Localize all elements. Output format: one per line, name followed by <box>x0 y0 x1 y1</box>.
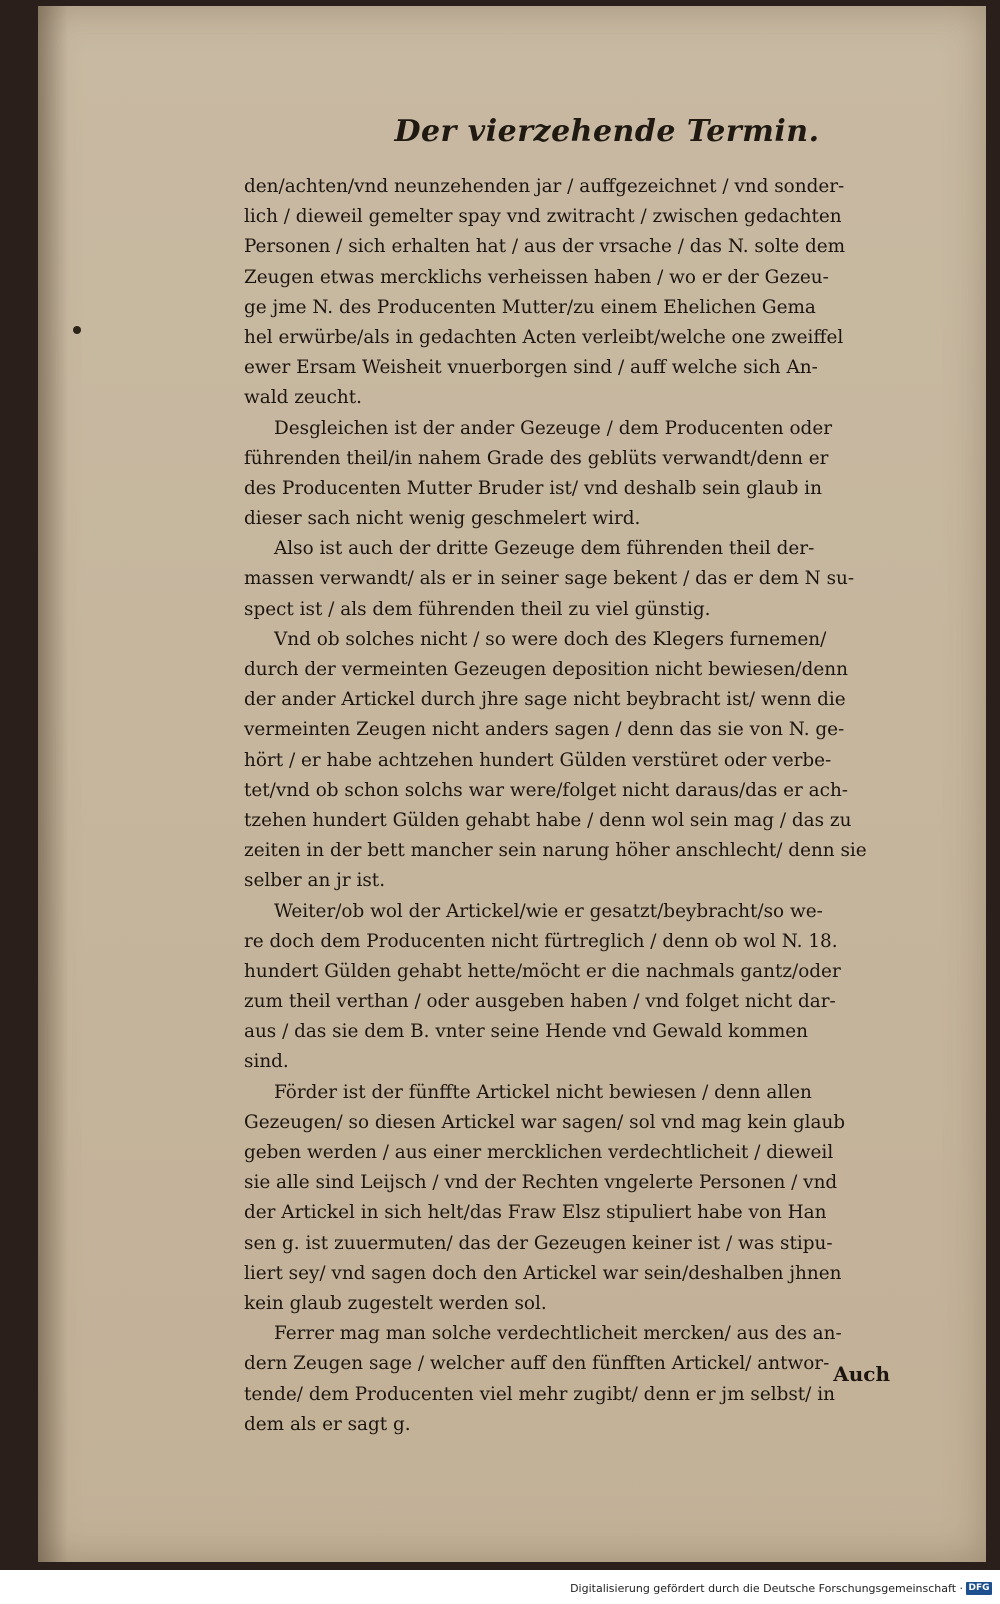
text-line: der Artickel in sich helt/das Fraw Elsz stipuliert habe von Han <box>244 1202 827 1224</box>
text-line: Personen / sich erhalten hat / aus der vrsache / das N. solte dem <box>244 236 846 258</box>
running-head: Der vierzehende Termin. <box>394 114 820 149</box>
text-line: dem als er sagt g. <box>244 1413 411 1435</box>
text-line: lich / dieweil gemelter spay vnd zwitracht / zwischen gedachten <box>244 206 842 228</box>
text-line: der ander Artickel durch jhre sage nicht beybracht ist/ wenn die <box>244 689 846 711</box>
text-line: führenden theil/in nahem Grade des geblüts verwandt/denn er <box>244 447 829 469</box>
text-line: tende/ dem Producenten viel mehr zugibt/ denn er jm selbst/ in <box>244 1383 835 1405</box>
text-line: spect ist / als dem führenden theil zu viel günstig. <box>244 598 711 620</box>
text-line: sen g. ist zuuermuten/ das der Gezeugen keiner ist / was stipu- <box>244 1232 833 1254</box>
text-line: Vnd ob solches nicht / so were doch des Klegers furnemen/ <box>274 628 827 650</box>
text-line: Also ist auch der dritte Gezeuge dem führenden theil der- <box>274 538 815 560</box>
text-line: Gezeugen/ so diesen Artickel war sagen/ sol vnd mag kein glaub <box>244 1111 846 1133</box>
text-line: Weiter/ob wol der Artickel/wie er gesatzt/beybracht/so we- <box>274 900 823 922</box>
text-line: wald zeucht. <box>244 387 363 409</box>
digitization-footer <box>570 1582 992 1595</box>
gutter-shadow <box>38 6 68 1562</box>
text-line: selber an jr ist. <box>244 870 386 892</box>
text-line: liert sey/ vnd sagen doch den Artickel war sein/deshalben jhnen <box>244 1262 842 1284</box>
catchword: Auch <box>833 1362 890 1386</box>
text-line: tzehen hundert Gülden gehabt habe / denn wol sein mag / das zu <box>244 809 852 831</box>
text-line: massen verwandt/ als er in seiner sage bekent / das er dem N su- <box>244 568 855 590</box>
text-line: hört / er habe achtzehen hundert Gülden verstüret oder verbe- <box>244 749 832 771</box>
text-line: den/achten/vnd neunzehenden jar / auffgezeichnet / vnd sonder- <box>244 176 845 197</box>
text-line: des Producenten Mutter Bruder ist/ vnd deshalb sein glaub in <box>244 477 822 499</box>
text-line: ge jme N. des Producenten Mutter/zu einem Ehelichen Gema <box>244 296 816 318</box>
text-line: Desgleichen ist der ander Gezeuge / dem Producenten oder <box>274 417 832 439</box>
text-line: sind. <box>244 1051 289 1073</box>
text-line: hundert Gülden gehabt hette/möcht er die nachmals gantz/oder <box>244 960 841 982</box>
text-line: Förder ist der fünffte Artickel nicht bewiesen / denn allen <box>274 1081 812 1103</box>
text-line: hel erwürbe/als in gedachten Acten verleibt/welche one zweiffel <box>244 326 844 348</box>
dfg-logo-icon: DFG <box>966 1582 992 1595</box>
margin-ink-dot <box>73 326 81 334</box>
text-line: re doch dem Producenten nicht fürtreglich / denn ob wol N. 18. <box>244 930 838 952</box>
text-line: aus / das sie dem B. vnter seine Hende vnd Gewald kommen <box>244 1021 808 1043</box>
text-line: vermeinten Zeugen nicht anders sagen / denn das sie von N. ge- <box>244 719 845 741</box>
text-line: tet/vnd ob schon solchs war were/folget nicht daraus/das er ach- <box>244 779 848 801</box>
text-line: kein glaub zugestelt werden sol. <box>244 1292 547 1314</box>
text-line: durch der vermeinten Gezeugen deposition nicht bewiesen/denn <box>244 659 848 680</box>
text-line: zeiten in der bett mancher sein narung höher anschlecht/ denn sie <box>244 840 867 862</box>
text-line: geben werden / aus einer mercklichen verdechtlicheit / dieweil <box>244 1142 834 1163</box>
body-text <box>244 172 944 1440</box>
text-line: Zeugen etwas mercklichs verheissen haben / wo er der Gezeu- <box>244 266 829 288</box>
text-line: sie alle sind Leijsch / vnd der Rechten vngelerte Personen / vnd <box>244 1172 838 1194</box>
text-line: zum theil verthan / oder ausgeben haben / vnd folget nicht dar- <box>244 991 836 1013</box>
book-page <box>38 6 986 1562</box>
text-line: ewer Ersam Weisheit vnuerborgen sind / auff welche sich An- <box>244 357 818 379</box>
text-line: Ferrer mag man solche verdechtlicheit mercken/ aus des an- <box>274 1323 842 1345</box>
text-line: dieser sach nicht wenig geschmelert wird. <box>244 508 641 530</box>
text-line: dern Zeugen sage / welcher auff den fünfften Artickel/ antwor- <box>244 1353 830 1375</box>
footer-credit: Digitalisierung gefördert durch die Deutsche Forschungsgemeinschaft · <box>570 1582 963 1595</box>
